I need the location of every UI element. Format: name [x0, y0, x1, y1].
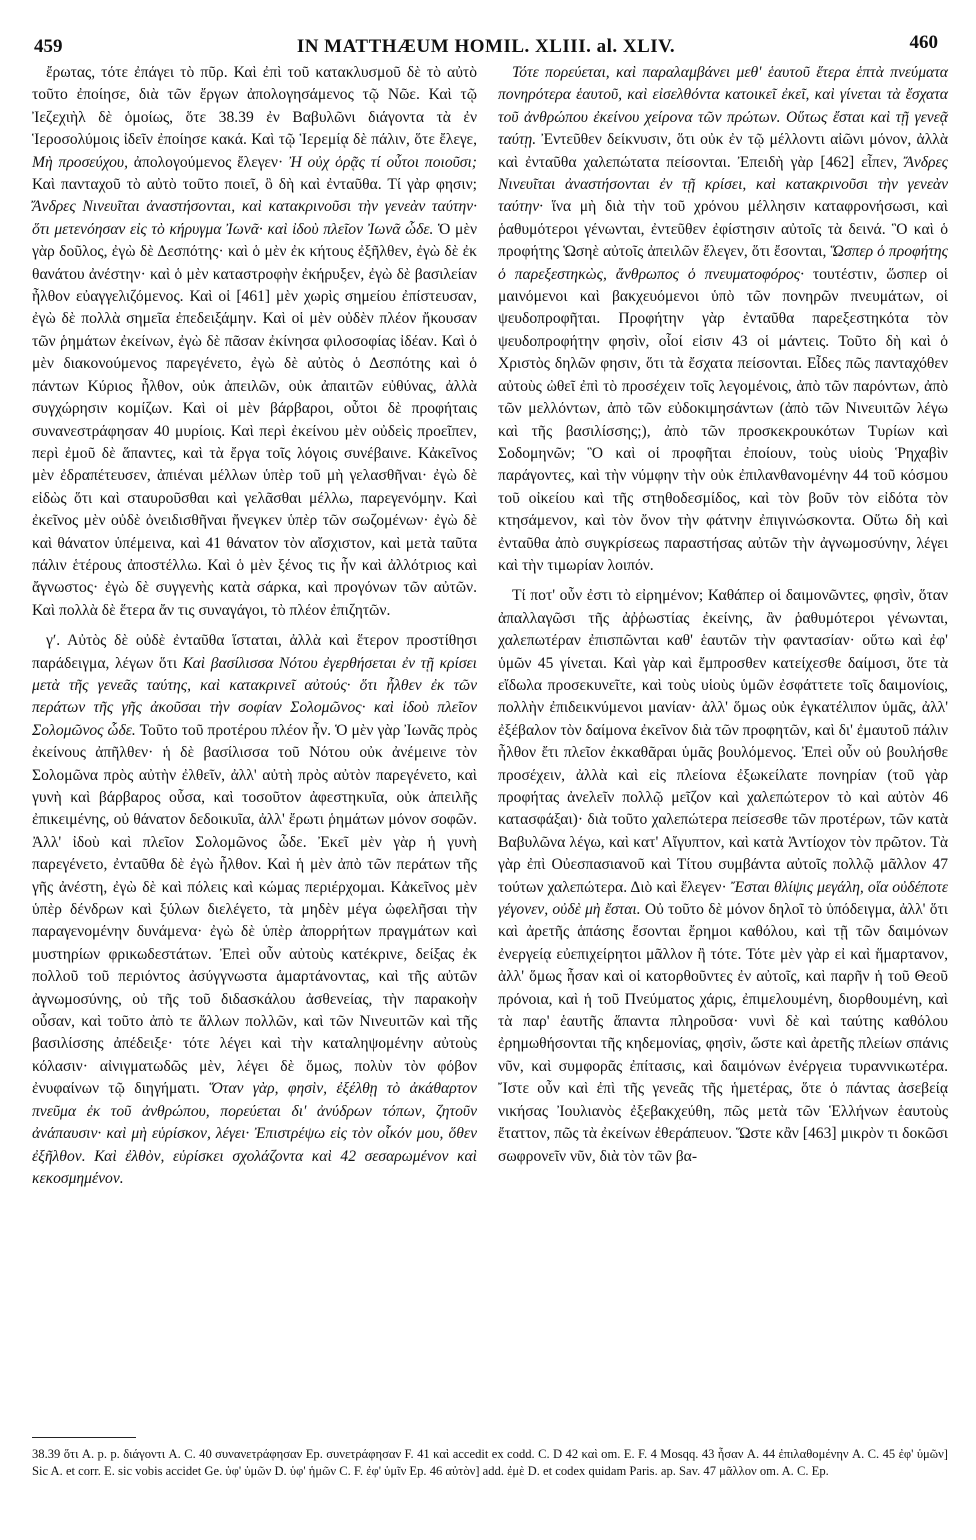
page-header	[26, 30, 946, 60]
text-segment: Ὁ μὲν γὰρ δοῦλος, ἐγὼ δὲ Δεσπότης· καὶ ὁ μὲν ἐκ κήτους ἐξῆλθεν, ἐγὼ δὲ ἐκ θανάτου ἀνέστην· καὶ ὁ μὲν καταστροφὴν ἐκήρυξεν, ἐγὼ δὲ βασιλείαν ἦλθον εὐαγγελιζόμενος. Καὶ οἱ [461] μὲν χωρὶς σημείου ἐπίστευσαν, ἐγὼ δὲ πολλὰ σημεῖα ἐπεδειξάμην. Καὶ οἱ μὲν οὐδὲν πλέον ἤκουσαν τῶν ῥημάτων ἐκείνων, ἐγὼ δὲ πᾶσαν ἐκίνησα φιλοσοφίας ἰδέαν. Καὶ ὁ μὲν διακονούμενος παρεγένετο, ἐγὼ δὲ αὐτὸς ὁ Δεσπότης καὶ ὁ πάντων Κύριος ἦλθον, οὐκ ἀπειλῶν, οὐκ ἀπαιτῶν εὐθύνας, ἀλλὰ συγχώρησιν κομίζων. Καὶ οἱ μὲν βάρβαροι, οὗτοι δὲ προφήταις συνανεστράφησαν 40 μυρίοις. Καὶ περὶ ἐκείνου μὲν οὐδεὶς προεῖπεν, περὶ ἐμοῦ δὲ ἅπαντες, καὶ τὰ ἔργα τοῖς λόγοις συνέβαινε. Κἀκεῖνος μὲν ἐδραπέτευσεν, ἀπιέναι μέλλων ὑπὲρ τοῦ μὴ γελασθῆναι· ἐγὼ δὲ εἰδὼς ὅτι καὶ σταυροῦσθαι καὶ γελᾶσθαι μέλλω, παρεγενόμην. Καὶ ἐκεῖνος μὲν οὐδὲ ὀνειδισθῆναι ἤνεγκεν ὑπὲρ τῶν σωζομένων· ἐγὼ δὲ καὶ θάνατον ὑπέμεινα, καὶ 41 θάνατον τὸν αἴσχιστον, καὶ μετὰ ταῦτα πάλιν ἑτέρους ἀποστέλλω. Καὶ ὁ μὲν ξένος τις ἦν καὶ ἀλλότριος καὶ ἄγνωστος· ἐγὼ δὲ συγγενὴς κατὰ σάρκα, καὶ προγόνων τῶν αὐτῶν. Καὶ πολλὰ δὲ ἕτερα ἄν τις συναγάγοι, τὸ πλέον ἐπιζητῶν.	[32, 220, 477, 619]
scripture-quote: Ἠ οὐχ ὁρᾷς τί οὗτοι ποιοῦσι;	[288, 153, 477, 171]
text-segment: ἔρωτας, τότε ἐπάγει τὸ πῦρ. Καὶ ἐπὶ τοῦ κατακλυσμοῦ δὲ τὸ αὐτὸ τοῦτο ἐποίησε, διὰ τῶν ἔργων ἀπολογησάμενος τῷ Νῶε. Καὶ τῷ Ἰεζεχιὴλ δὲ ὁμοίως, ὅτε 38.39 ἐν Βαβυλῶνι διάγοντα τὰ ἐν Ἱεροσολύμοις ἰδεῖν ἐποίησε κακά. Καὶ τῷ Ἱερεμίᾳ δὲ πάλιν, ὅτε ἔλεγε,	[32, 64, 477, 149]
text-segment: Τοῦτο τοῦ προτέρου πλέον ἦν. Ὁ μὲν γὰρ Ἰωνᾶς πρὸς ἐκείνους ἀπῆλθεν· ἡ δὲ βασίλισσα τοῦ Νότου οὐκ ἀνέμεινε τὸν Σολομῶνα πρὸς αὐτὴν ἐλθεῖν, ἀλλ' αὐτὴ πρὸς αὐτὸν παρεγένετο, καὶ γυνὴ καὶ βάρβαρος οὖσα, καὶ τοσοῦτον ἀφεστηκυῖα, οὐκ ἀπειλῆς ἐπικειμένης, οὐ θάνατον δεδοικυῖα, ἀλλ' ἔρωτι ῥημάτων μόνον σοφῶν. Ἀλλ' ἰδοὺ καὶ πλεῖον Σολομῶνος ὧδε. Ἐκεῖ μὲν γὰρ ἡ γυνὴ παρεγένετο, ἐνταῦθα δὲ ἐγὼ ἦλθον. Καὶ ἡ μὲν ἀπὸ τῶν περάτων τῆς γῆς ἀνέστη, ἐγὼ δὲ καὶ πόλεις καὶ κώμας περιέρχομαι. Κἀκεῖνος μὲν ὑπὲρ δένδρων καὶ ξύλων διελέγετο, τὰ μηδὲν μέγα ὠφελῆσαι τὴν παραγενομένην δυνάμενα· ἐγὼ δὲ ὑπὲρ ἀπορρήτων πραγμάτων καὶ μυστηρίων φρικωδεστάτων. Ἐπεὶ οὖν αὐτοὺς κατέκρινε, δείξας ἐκ πολλοῦ τοῦ περιόντος ἀσύγγνωστα ἁμαρτάνοντας, καὶ τῆς αὐτῶν ἀγνωμοσύνης, οὐ τῆς τοῦ διδασκάλου ἀσθενείας, τὴν παρακοὴν οὖσαν, καὶ τοῦτο ἀπὸ τε ἄλλων πολλῶν, καὶ τῶν Νινευιτῶν καὶ τῆς βασιλίσσης ἀπέδειξε· τότε λέγει καὶ τὴν καταληψομένην αὐτοὺς κόλασιν· αἰνιγματωδῶς μὲν, λέγει δὲ ὅμως, πολὺν τὸν φόβον ἐνυφαίνων τῷ διηγήματι.	[32, 721, 477, 1098]
paragraph	[498, 585, 948, 1168]
scripture-quote: Μὴ προσεύχου,	[32, 153, 128, 171]
text-segment: ἀπολογούμενος ἔλεγεν·	[127, 153, 289, 171]
text-segment: Καὶ πανταχοῦ τὸ αὐτὸ τοῦτο ποιεῖ, ὃ δὴ καὶ ἐνταῦθα. Τί γὰρ φησιν;	[32, 176, 477, 194]
text-segment: γʹ. Αὐτὸς δὲ οὐδὲ ἐνταῦθα ἵσταται, ἀλλὰ καὶ ἕτερον προστίθησι παράδειγμα, λέγων ὅτι	[32, 632, 477, 672]
paragraph	[498, 62, 948, 577]
paragraph	[32, 62, 477, 622]
footnote-line: 38.39 ὅτι A. p. p. διάγοντι A. C. 40 συνανετράφησαν Ep. συνετράφησαν F. 41 καὶ accedit ex codd. C. D 42 καὶ om. E. F. 4 Mosqq. 43 ἦσαν A. 44 ἐπιλαθομένην A. C. 45 ἐφ' ὑμῶν] Sic A. et corr. E. sic vobis accidet Ge. ὑφ' ὑμῶν D. ὑφ' ἡμῶν C. F. ἐφ' ὑμῖν Ep. 46 αὐτὸν] add. ἐμὲ D. et codex quidam Paris. ap. Sav. 47 μᾶλλον om. A. C. Ep.	[32, 1447, 948, 1478]
right-text-column	[498, 62, 948, 1168]
left-text-column	[32, 62, 477, 1190]
paragraph	[32, 630, 477, 1190]
text-segment: Τί ποτ' οὖν ἐστι τὸ εἰρημένον; Καθάπερ οἱ δαιμονῶντες, φησὶν, ὅταν ἀπαλλαγῶσι τῆς ἀῤῥωστίας ἐκείνης, ἂν ῥαθυμότεροι γένωνται, χαλεπωτέραν ἐπισπῶνται καθ' ἑαυτῶν τὴν φαντασίαν· οὕτω καὶ ἐφ' ὑμῶν 45 γίνεται. Καὶ γὰρ καὶ ἔμπροσθεν κατείχεσθε δαίμοσι, ὅτε τὰ εἴδωλα προσεκυνεῖτε, καὶ τοὺς υἱοὺς ὑμῶν ἐσφάττετε τοῖς δαιμονίοις, πολλὴν ἐπιδεικνύμενοι μανίαν· ἀλλ' ὅμως οὐκ ἐγκατέλιπον ὑμᾶς, ἀλλ' ἐξέβαλον τὸν δαίμονα ἐκεῖνον διὰ τῶν προφητῶν, καὶ δι' ἐμαυτοῦ πάλιν ἦλθον ἔτι πλεῖον ἐκκαθᾶραι ὑμᾶς βουλόμενος. Ἐπεὶ οὖν οὐ βουλήσθε προσέχειν, ἀλλὰ καὶ εἰς πλείονα ἐξωκείλατε πονηρίαν (τοῦ γὰρ προφήτας ἀνελεῖν πολλῷ μεῖζον καὶ χαλεπώτερον τὸ καὶ αὐτὸν 46 κατασφάξαι)· διὰ τοῦτο χαλεπώτερα πείσεσθε τῶν προτέρων, τῶν κατὰ Βαβυλῶνα λέγω, καὶ κατ' Αἴγυπτον, καὶ κατὰ Ἀντίοχον τὸν πρῶτον. Τὰ γὰρ ἐπὶ Οὐεσπασιανοῦ καὶ Τίτου συμβάντα αὐτοῖς πολλῷ μᾶλλον 47 τούτων χαλεπώτερα. Διὸ καὶ ἔλεγεν·	[498, 587, 948, 896]
running-title: IN MATTHÆUM HOMIL. XLIII. al. XLIV.	[296, 36, 676, 57]
page-number-right: 460	[909, 32, 938, 53]
page-number-left: 459	[34, 36, 63, 57]
text-segment: Οὐ τοῦτο δὲ μόνον δηλοῖ τὸ ὑπόδειγμα, ἀλλ' ὅτι καὶ ἀρετῆς ἁπάσης ἔσονται ἔρημοι καθόλου, καὶ τῇ τῶν δαιμόνων ἐνεργείᾳ εὐεπιχείρητοι μᾶλλον ἢ τότε. Τότε μὲν γὰρ εἰ καὶ ἥμαρτανον, ἀλλ' ὅμως ἦσαν καὶ οἱ κατορθοῦντες ἐν αὐτοῖς, καὶ παρῆν ἡ τοῦ Θεοῦ πρόνοια, καὶ ἡ τοῦ Πνεύματος χάρις, ἐπιμελουμένη, διορθουμένη, καὶ τὰ παρ' ἑαυτῆς ἅπαντα πληροῦσα· νυνὶ δὲ καὶ ταύτης καθόλου ἐρημωθήσονται τῆς κηδεμονίας, φησὶν, ὥστε καὶ ἀρετῆς πλείων σπάνις νῦν, καὶ συμφορᾶς ἐπίτασις, καὶ δαιμόνων ἐνέργεια τυραννικωτέρα. Ἴστε οὖν καὶ ἐπὶ τῆς γενεᾶς τῆς ἡμετέρας, ὅτε ὁ πάντας ἀσεβείᾳ νικήσας Ἰουλιανὸς ἐξεβακχεύθη, πῶς μετὰ τῶν Ἑλλήνων ἑαυτοὺς ἔταττον, πῶς τὰ ἐκείνων ἐθεράπευον. Ὥστε κἂν [463] μικρὸν τι δοκῶσι σωφρονεῖν νῦν, διὰ τὸν τῶν βα-	[498, 901, 948, 1165]
text-segment: Ἐντεῦθεν δείκνυσιν, ὅτι οὐκ ἐν τῷ μέλλοντι αἰῶνι μόνον, ἀλλὰ καὶ ἐνταῦθα χαλεπώτατα πείσονται. Ἐπειδὴ γὰρ [462] εἶπεν,	[498, 131, 948, 171]
footnote-rule	[32, 1437, 136, 1438]
scripture-quote: Ὥσπερ ὁ προφήτης ὁ παρεξεστηκὼς, ἄνθρωπος ὁ πνευματοφόρος·	[498, 243, 948, 283]
text-segment: ἵνα μὴ διὰ τὴν τοῦ χρόνου μέλλησιν καταφρονήσωσι, καὶ ῥαθυμότεροι γένωνται, ἐντεῦθεν ἐφίστησιν αὐτοῖς τὰ δεινά. Ὃ καὶ ὁ προφήτης Ὡσηὲ αὐτοῖς ἀπειλῶν ἔλεγεν, ὅτι ἔσονται,	[498, 198, 948, 261]
footnotes	[32, 1446, 948, 1480]
scripture-quote: Ἄνδρες Νινευῖται ἀναστήσονται ἐν τῇ κρίσει, καὶ κατακρινοῦσι τὴν γενεὰν ταύτην·	[498, 153, 948, 216]
scripture-quote: Ὅταν γὰρ, φησὶν, ἐξέλθῃ τὸ ἀκάθαρτον πνεῦμα ἐκ τοῦ ἀνθρώπου, πορεύεται δι' ἀνύδρων τόπων, ζητοῦν ἀνάπαυσιν· καὶ μὴ εὑρίσκον, λέγει· Ἐπιστρέψω εἰς τὸν οἶκόν μου, ὅθεν ἐξῆλθον. Καὶ ἐλθὸν, εὑρίσκει σχολάζοντα καὶ 42 σεσαρωμένον καὶ κεκοσμημένον.	[32, 1080, 477, 1187]
scripture-quote: Ἔσται θλίψις μεγάλη, οἵα οὐδέποτε γέγονεν, οὐδὲ μὴ ἔσται.	[498, 878, 948, 919]
scripture-quote: Ἄνδρες Νινευῖται ἀναστήσονται, καὶ κατακρινοῦσι τὴν γενεὰν ταύτην· ὅτι μετενόησαν εἰς τὸ κήρυγμα Ἰωνᾶ· καὶ ἰδοὺ πλεῖον Ἰωνᾶ ὧδε.	[32, 198, 477, 238]
scripture-quote: Καὶ βασίλισσα Νότου ἐγερθήσεται ἐν τῇ κρίσει μετὰ τῆς γενεᾶς ταύτης, καὶ κατακρινεῖ αὐτούς· ὅτι ἦλθεν ἐκ τῶν περάτων τῆς γῆς ἀκοῦσαι τὴν σοφίαν Σολομῶνος· καὶ ἰδοὺ πλεῖον Σολομῶνος ὧδε.	[32, 654, 477, 739]
scripture-quote: Τότε πορεύεται, καὶ παραλαμβάνει μεθ' ἑαυτοῦ ἕτερα ἑπτὰ πνεύματα πονηρότερα ἑαυτοῦ, καὶ εἰσελθόντα κατοικεῖ ἐκεῖ, καὶ γίνεται τὰ ἔσχατα τοῦ ἀνθρώπου ἐκείνου χείρονα τῶν πρώτων. Οὕτως ἔσται καὶ τῇ γενεᾷ ταύτῃ.	[498, 64, 948, 149]
text-segment: τουτέστιν, ὥσπερ οἱ μαινόμενοι καὶ βακχευόμενοι ὑπὸ τῶν πονηρῶν πνευμάτων, οἱ ψευδοπροφῆται. Προφήτην γὰρ ἐνταῦθα παρεξεστηκότα τὸν ψευδοπροφήτην φησὶν, οἷοί εἰσιν 43 οἱ μάντεις. Τοῦτο δὴ καὶ ὁ Χριστὸς δηλῶν φησιν, ὅτι τὰ ἔσχατα πείσονται. Εἶδες πῶς πανταχόθεν αὐτοὺς ὠθεῖ ἐπὶ τὸ προσέχειν τοῖς λεγομένοις, ἀπὸ τῶν παρόντων, ἀπὸ τῶν μελλόντων, ἀπὸ τῶν εὐδοκιμησάντων (ἀπὸ τῶν Νινευιτῶν λέγω καὶ τῆς βασιλίσσης;), ἀπὸ τῶν προσκεκρουκότων Τυρίων καὶ Σοδομηνῶν; Ὃ καὶ οἱ προφῆται ἐποίουν, τοὺς υἱοὺς Ῥηχαβὶν παράγοντες, καὶ τὴν νύμφην τὴν οὐκ ἐπιλανθανομένην 44 τοῦ κόσμου τοῦ οἰκείου καὶ τῆς στηθοδεσμίδος, καὶ τὸν βοῦν τὸν εἰδότα τὸν κτησάμενον, καὶ τὸν ὄνον τὴν φάτνην ἐπιγινώσκοντα. Οὕτω δὴ καὶ ἐνταῦθα ἀπὸ συγκρίσεως παραστήσας αὐτῶν τὴν ἀγνωμοσύνην, λέγει καὶ τὴν τιμωρίαν λοιπόν.	[498, 265, 949, 574]
